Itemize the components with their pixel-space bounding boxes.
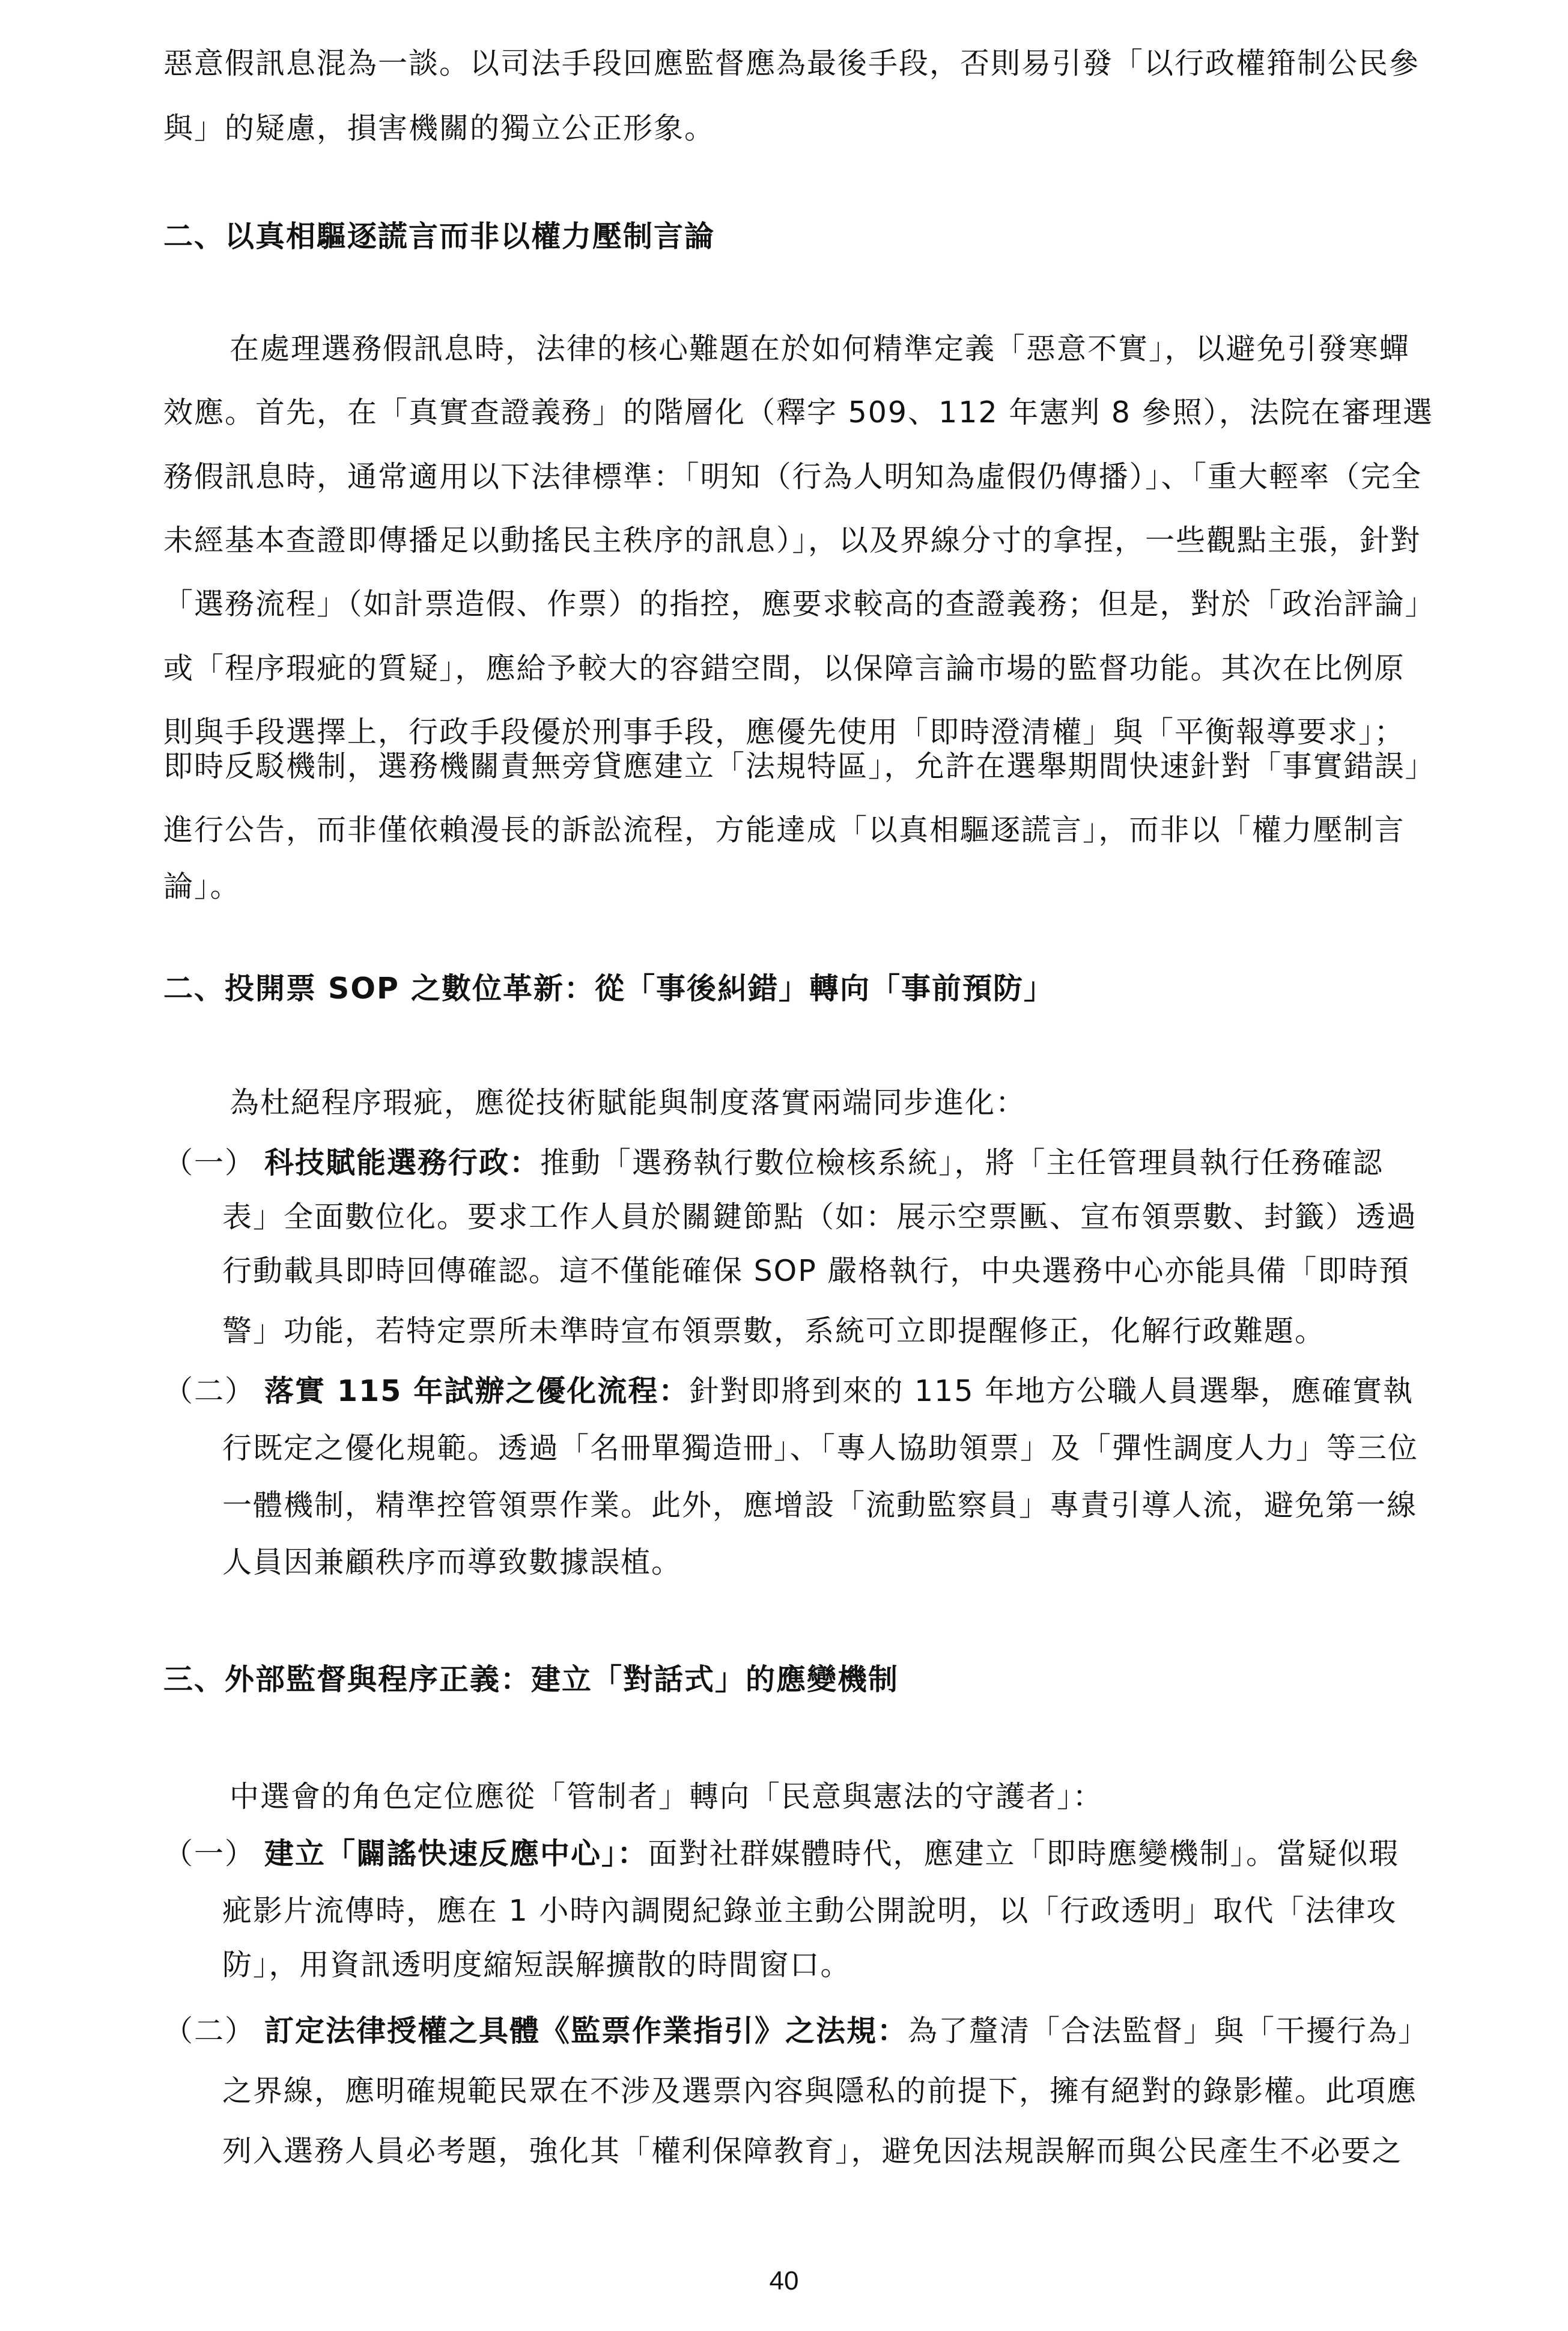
list-item-sop-2 [163, 1370, 1414, 1413]
paragraph-line: 務假訊息時，通常適用以下法律標準：「明知（行為人明知為虛假仍傳播）」、「重大輕率（完全 [163, 460, 1423, 494]
section-heading-truth: 二、以真相驅逐謊言而非以權力壓制言論 [163, 219, 716, 254]
list-item-text: 推動「選務執行數位檢核系統」，將「主任管理員執行任務確認 [540, 1146, 1384, 1180]
section-intro-oversight: 中選會的角色定位應從「管制者」轉向「民意與憲法的守護者」： [229, 1779, 1104, 1814]
paragraph-line: 效應。首先，在「真實查證義務」的階層化（釋字 509、112 年憲判 8 參照），法院在審理選 [163, 395, 1434, 430]
list-item-oversight-2 [163, 2010, 1429, 2053]
list-item-oversight-1 [163, 1832, 1399, 1876]
list-item-label: 落實 115 年試辦之優化流程： [264, 1374, 690, 1408]
list-item-continuation: 防」，用資訊透明度縮短誤解擴散的時間窗口。 [222, 1948, 851, 1982]
paragraph-line: 與」的疑慮，損害機關的獨立公正形象。 [163, 111, 716, 145]
list-item-continuation: 警」功能，若特定票所未準時宣布領票數，系統可立即提醒修正，化解行政難題。 [222, 1314, 1326, 1348]
paragraph-line: 則與手段選擇上，行政手段優於刑事手段，應優先使用「即時澄清權」與「平衡報導要求」； [163, 715, 1405, 749]
list-marker: （一） [163, 1146, 256, 1180]
section-heading-sop: 二、投開票 SOP 之數位革新：從「事後糾錯」轉向「事前預防」 [163, 971, 1054, 1006]
list-item-continuation: 行既定之優化規範。透過「名冊單獨造冊」、「專人協助領票」及「彈性調度人力」等三位 [222, 1431, 1419, 1465]
list-item-continuation: 疵影片流傳時，應在 1 小時內調閱紀錄並主動公開說明，以「行政透明」取代「法律攻 [222, 1894, 1397, 1928]
list-item-continuation: 之界線，應明確規範民眾在不涉及選票內容與隱私的前提下，擁有絕對的錄影權。此項應 [222, 2074, 1418, 2108]
list-item-text: 針對即將到來的 115 年地方公職人員選舉，應確實執 [689, 1374, 1414, 1408]
section-intro-sop: 為杜絕程序瑕疵，應從技術賦能與制度落實兩端同步進化： [229, 1086, 1027, 1120]
list-item-text: 為了釐清「合法監督」與「干擾行為」 [908, 2014, 1429, 2048]
section-heading-oversight: 三、外部監督與程序正義：建立「對話式」的應變機制 [163, 1662, 899, 1697]
list-marker: （一） [163, 1837, 256, 1871]
paragraph-line: 在處理選務假訊息時，法律的核心難題在於如何精準定義「惡意不實」，以避免引發寒蟬 [229, 332, 1410, 366]
list-item-continuation: 列入選務人員必考題，強化其「權利保障教育」，避免因法規誤解而與公民產生不必要之 [222, 2134, 1403, 2168]
paragraph-line: 論」。 [163, 869, 241, 904]
list-item-continuation: 表」全面數位化。要求工作人員於關鍵節點（如：展示空票匭、宣布領票數、封籤）透過 [222, 1200, 1418, 1234]
paragraph-line: 即時反駁機制，選務機關責無旁貸應建立「法規特區」，允許在選舉期間快速針對「事實錯誤」 [163, 749, 1436, 783]
paragraph-line: 「選務流程」（如計票造假、作票）的指控，應要求較高的查證義務；但是，對於「政治評論」 [163, 587, 1436, 621]
list-item-continuation: 人員因兼顧秩序而導致數據誤植。 [222, 1545, 682, 1579]
list-item-continuation: 行動載具即時回傳確認。這不僅能確保 SOP 嚴格執行，中央選務中心亦能具備「即時預 [222, 1254, 1410, 1288]
paragraph-line: 進行公告，而非僅依賴漫長的訴訟流程，方能達成「以真相驅逐謊言」，而非以「權力壓制言 [163, 813, 1405, 847]
list-item-sop-1 [163, 1141, 1384, 1185]
list-item-text: 面對社群媒體時代，應建立「即時應變機制」。當疑似瑕 [648, 1837, 1400, 1871]
list-marker: （二） [163, 2014, 256, 2048]
paragraph-line: 未經基本查證即傳播足以動搖民主秩序的訊息）」，以及界線分寸的拿捏，一些觀點主張，針對 [163, 523, 1421, 558]
list-item-continuation: 一體機制，精準控管領票作業。此外，應增設「流動監察員」專責引導人流，避免第一線 [222, 1488, 1418, 1522]
list-marker: （二） [163, 1374, 256, 1408]
paragraph-line: 惡意假訊息混為一談。以司法手段回應監督應為最後手段，否則易引發「以行政權箝制公民參 [163, 46, 1420, 81]
page-number: 40 [769, 2266, 799, 2296]
list-item-label: 科技賦能選務行政： [264, 1146, 541, 1180]
list-item-label: 建立「闢謠快速反應中心」： [264, 1837, 648, 1871]
list-item-label: 訂定法律授權之具體《監票作業指引》之法規： [264, 2014, 908, 2048]
paragraph-line: 或「程序瑕疵的質疑」，應給予較大的容錯空間，以保障言論市場的監督功能。其次在比例原 [163, 651, 1405, 685]
